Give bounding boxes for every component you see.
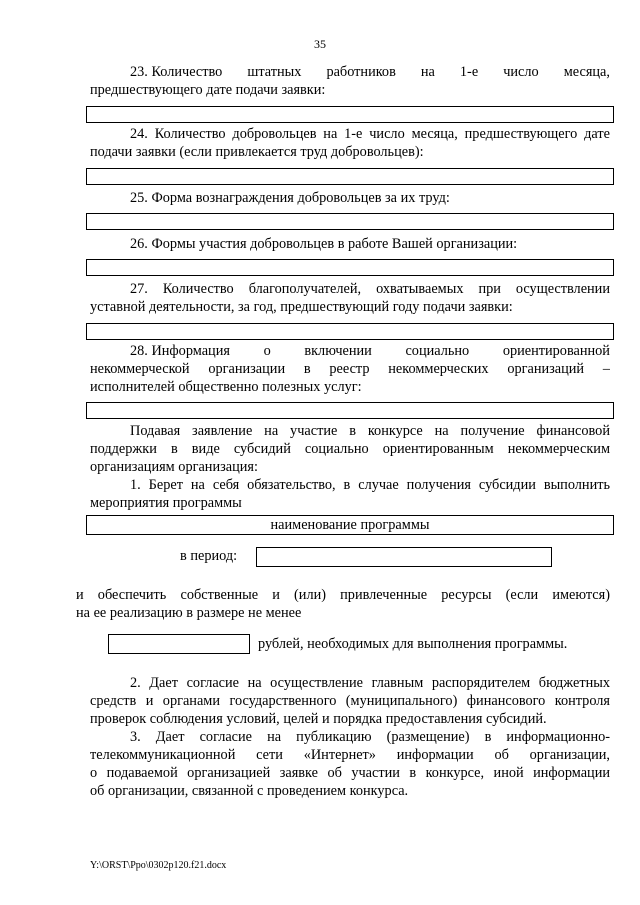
q23-line1 (130, 63, 610, 81)
q23-word: на (420, 64, 435, 80)
period-field[interactable] (256, 547, 552, 567)
q28-word: 28. Информация (130, 343, 230, 359)
item2-line3: проверок соблюдения условий, целей и порядка предоставления субсидий. (90, 711, 547, 727)
q23-word: работников (326, 64, 396, 80)
q27-answer-field[interactable] (86, 323, 614, 340)
item1-line1: 1. Берет на себя обязательство, в случае получения субсидии выполнить (130, 477, 610, 493)
q28-word: о (263, 343, 271, 359)
program-name-label: наименование программы (270, 517, 430, 533)
item2-line2: средств и органами государственного (муниципального) финансового контроля (90, 693, 610, 709)
q28-line1 (130, 342, 610, 360)
q24-answer-field[interactable] (86, 168, 614, 185)
q23-word: число (503, 64, 539, 80)
period-label: в период: (180, 548, 238, 564)
q23-word: 1-е (459, 64, 479, 80)
q27-line1: 27. Количество благополучателей, охватываемых при осуществлении (130, 281, 610, 297)
resources-line2: на ее реализацию в размере не менее (76, 605, 302, 621)
q28-line2: некоммерческой организации в реестр некоммерческих организаций – (90, 361, 610, 377)
item2-line1: 2. Дает согласие на осуществление главным распорядителем бюджетных (130, 675, 610, 691)
item1-line2: мероприятия программы (90, 495, 242, 511)
q23-answer-field[interactable] (86, 106, 614, 123)
q26-answer-field[interactable] (86, 259, 614, 276)
q23-line2: предшествующего дате подачи заявки: (90, 82, 326, 98)
item3-line1: 3. Дает согласие на публикацию (размещение) в информационно- (130, 729, 610, 745)
item3-line4: об организации, связанной с проведением конкурса. (90, 783, 409, 799)
q23-word: штатных (247, 64, 302, 80)
statement-line2: поддержки в виде субсидий социально ориентированным некоммерческим (90, 441, 610, 457)
q23-word: 23. Количество (130, 64, 223, 80)
q25-answer-field[interactable] (86, 213, 614, 230)
q24-line1: 24. Количество добровольцев на 1-е число месяца, предшествующего дате (130, 126, 610, 142)
q28-answer-field[interactable] (86, 402, 614, 419)
statement-line1: Подавая заявление на участие в конкурсе на получение финансовой (130, 423, 610, 439)
page-number: 35 (314, 37, 326, 51)
q28-word: включении (304, 343, 372, 359)
item3-line2: телекоммуникационной сети «Интернет» информации об организации, (90, 747, 610, 763)
q28-word: социально (405, 343, 470, 359)
q26-line1: 26. Формы участия добровольцев в работе Вашей организации: (130, 236, 518, 252)
q24-line2: подачи заявки (если привлекается труд добровольцев): (90, 144, 424, 160)
statement-line3: организациям организация: (90, 459, 258, 475)
q27-line2: уставной деятельности, за год, предшествующий году подачи заявки: (90, 299, 513, 315)
rubles-label: рублей, необходимых для выполнения программы. (258, 636, 568, 652)
item3-line3: о подаваемой организацией заявке об участии в конкурсе, иной информации (90, 765, 610, 781)
q28-word: ориентированной (502, 343, 610, 359)
resources-line1: и обеспечить собственные и (или) привлеченные ресурсы (если имеются) (76, 587, 610, 603)
program-name-field[interactable] (86, 515, 614, 535)
q25-line1: 25. Форма вознаграждения добровольцев за их труд: (130, 190, 450, 206)
q23-word: месяца, (563, 64, 610, 80)
amount-field[interactable] (108, 634, 250, 654)
footer-file-path: Y:\ORST\Ppo\0302p120.f21.docx (90, 860, 227, 871)
q28-line3: исполнителей общественно полезных услуг: (90, 379, 362, 395)
